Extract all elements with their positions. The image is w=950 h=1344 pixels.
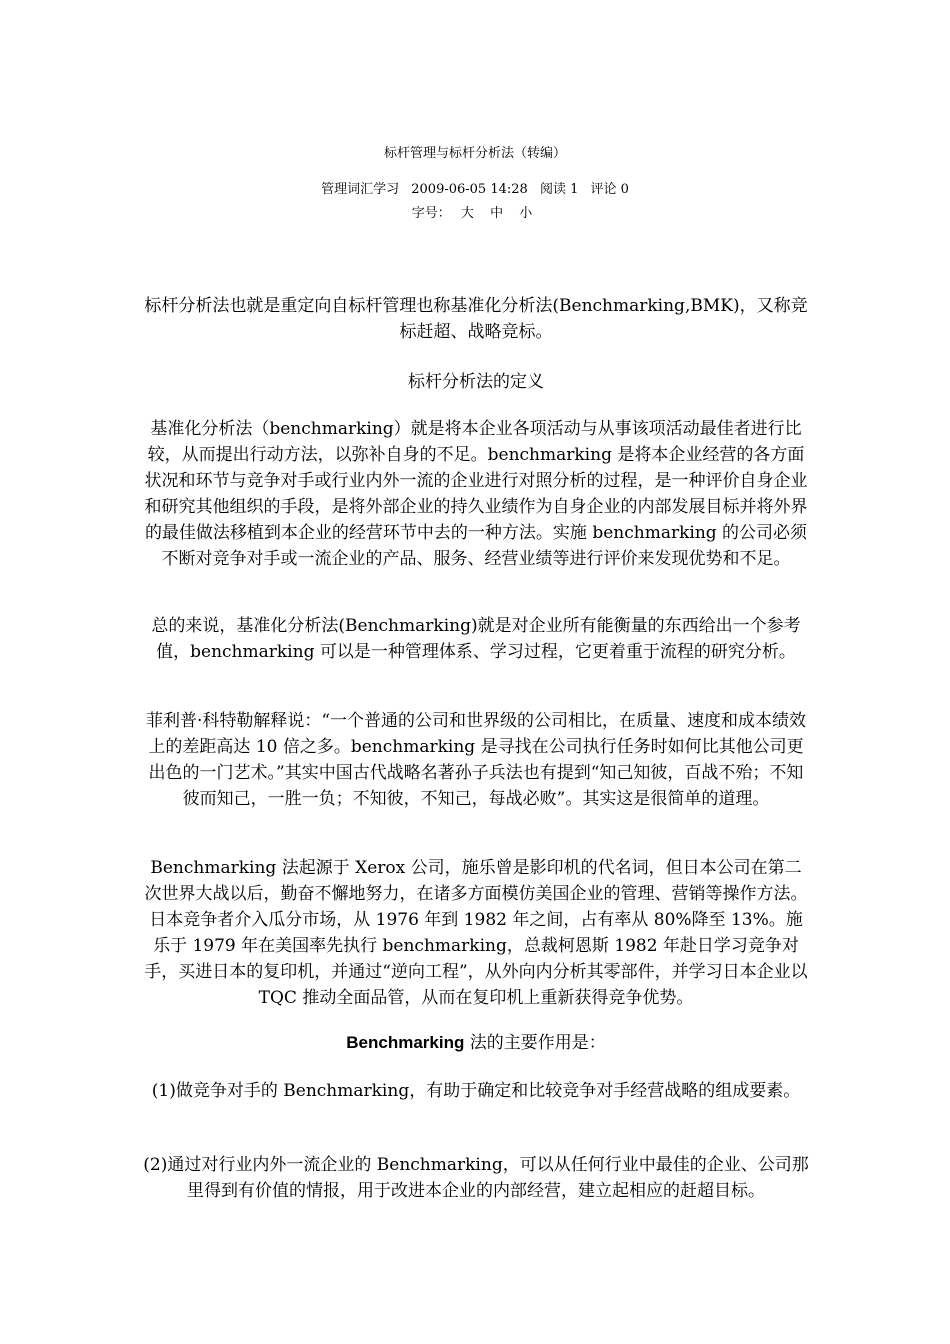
font-size-small-option[interactable]: 小	[519, 206, 533, 221]
uses-heading	[142, 1030, 810, 1056]
origin-paragraph: Benchmarking 法起源于 Xerox 公司，施乐曾是影印机的代名词，但日本公司在第二次世界大战以后，勤奋不懈地努力，在诸多方面模仿美国企业的管理、营销等操作方法。日本竞争者介入瓜分市场，从 1976 年到 1982 年之间，占有率从 80%降至 13%。施乐于 1979 年在美国率先执行 benchmarking，总裁柯恩斯 1982 年赴日学习竞争对手，买进日本的复印机，并通过“逆向工程”，从外向内分析其零部件，并学习日本企业以 TQC 推动全面品管，从而在复印机上重新获得竞争优势。	[144, 858, 808, 1008]
use-item-1: (1)做竞争对手的 Benchmarking，有助于确定和比较竞争对手经营战略的组成要素。	[151, 1081, 801, 1101]
document-meta	[0, 182, 950, 198]
meta-reads: 阅读 1	[539, 182, 579, 197]
uses-heading-rest: 法的主要作用是：	[464, 1033, 606, 1053]
intro-paragraph: 标杆分析法也就是重定向自标杆管理也称基准化分析法(Benchmarking,BMK)，又称竞标赶超、战略竞标。	[144, 296, 808, 342]
document-title: 标杆管理与标杆分析法（转编）	[383, 146, 566, 161]
summary-paragraph: 总的来说，基准化分析法(Benchmarking)就是对企业所有能衡量的东西给出一个参考值，benchmarking 可以是一种管理体系、学习过程，它更着重于流程的研究分析。	[151, 616, 801, 662]
kotler-quote-paragraph: 菲利普·科特勒解释说：“一个普通的公司和世界级的公司相比，在质量、速度和成本绩效上的差距高达 10 倍之多。benchmarking 是寻找在公司执行任务时如何比其他公司更出色的一门艺术。”其实中国古代战略名著孙子兵法也有提到“知己知彼，百战不殆；不知彼而知己，一胜一负；不知彼，不知己，每战必败”。其实这是很简单的道理。	[145, 711, 807, 809]
font-size-large-option[interactable]: 大	[460, 206, 474, 221]
font-size-label: 字号：	[411, 206, 451, 221]
font-size-switcher	[0, 206, 950, 222]
uses-heading-bold: Benchmarking	[346, 1033, 465, 1052]
use-item-2: (2)通过对行业内外一流企业的 Benchmarking，可以从任何行业中最佳的企业、公司那里得到有价值的情报，用于改进本企业的内部经营，建立起相应的赶超目标。	[143, 1155, 809, 1201]
definition-paragraph: 基准化分析法（benchmarking）就是将本企业各项活动与从事该项活动最佳者进行比较，从而提出行动方法，以弥补自身的不足。benchmarking 是将本企业经营的各方面状况和环节与竞争对手或行业内外一流的企业进行对照分析的过程，是一种评价自身企业和研究其他组织的手段，是将外部企业的持久业绩作为自身企业的内部发展目标并将外界的最佳做法移植到本企业的经营环节中去的一种方法。实施 benchmarking 的公司必须不断对竞争对手或一流企业的产品、服务、经营业绩等进行评价来发现优势和不足。	[144, 419, 808, 569]
definition-heading: 标杆分析法的定义	[408, 372, 544, 392]
meta-comments[interactable]: 评论 0	[590, 182, 629, 197]
font-size-medium-option[interactable]: 中	[490, 206, 504, 221]
meta-datetime: 2009-06-05 14:28	[411, 182, 528, 197]
meta-category[interactable]: 管理词汇学习	[321, 182, 400, 197]
